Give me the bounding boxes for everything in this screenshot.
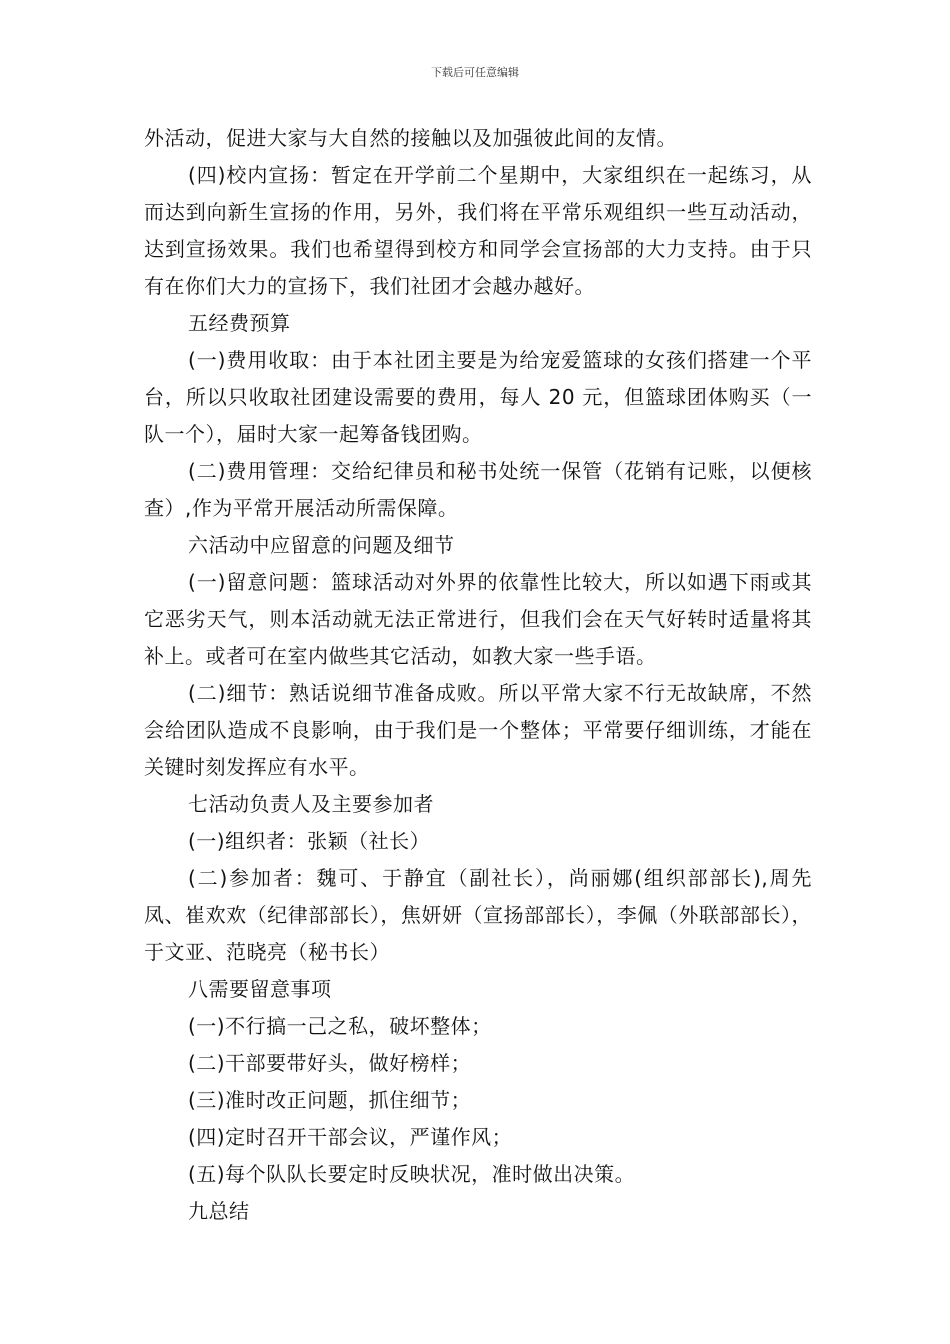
paragraph: 外活动，促进大家与大自然的接触以及加强彼此间的友情。 xyxy=(144,126,677,150)
section-heading: 九总结 xyxy=(188,1199,250,1223)
paragraph: (二)细节：熟话说细节准备成败。所以平常大家不行无故缺席，不然会给团队造成不良影响，由于我们是一个整体；平常要仔细训练，才能在关键时刻发挥应有水平。 xyxy=(144,681,812,779)
paragraph: (一)留意问题：篮球活动对外界的依靠性比较大，所以如遇下雨或其它恶劣天气，则本活动就无法正常进行，但我们会在天气好转时适量将其补上。或者可在室内做些其它活动，如教大家一些手语。 xyxy=(144,570,812,668)
section-heading: 七活动负责人及主要参加者 xyxy=(188,792,434,816)
list-item: (四)定时召开干部会议，严谨作风； xyxy=(188,1125,513,1149)
page-header: 下载后可任意编辑 xyxy=(431,66,519,79)
paragraph: (四)校内宣扬：暂定在开学前二个星期中，大家组织在一起练习，从而达到向新生宣扬的作用，另外，我们将在平常乐观组织一些互动活动，达到宣扬效果。我们也希望得到校方和同学会宣扬部的大力支持。由于只有在你们大力的宣扬下，我们社团才会越办越好。 xyxy=(144,163,812,298)
list-item: (三)准时改正问题，抓住细节； xyxy=(188,1088,472,1112)
section-heading: 八需要留意事项 xyxy=(188,977,332,1001)
paragraph: (一)组织者：张颖（社长） xyxy=(188,829,431,853)
section-heading: 五经费预算 xyxy=(188,311,291,335)
list-item: (二)干部要带好头，做好榜样； xyxy=(188,1051,472,1075)
paragraph: (二)参加者：魏可、于静宜（副社长），尚丽娜(组织部部长),周先凤、崔欢欢（纪律部部长），焦妍妍（宣扬部部长），李佩（外联部部长），于文亚、范晓亮（秘书长） xyxy=(144,866,812,964)
list-item: (五)每个队队长要定时反映状况，准时做出决策。 xyxy=(188,1162,636,1186)
list-item: (一)不行搞一己之私，破坏整体； xyxy=(188,1014,492,1038)
paragraph: (二)费用管理：交给纪律员和秘书处统一保管（花销有记账，以便核查）,作为平常开展活动所需保障。 xyxy=(144,459,812,520)
section-heading: 六活动中应留意的问题及细节 xyxy=(188,533,455,557)
document-body xyxy=(144,120,812,1230)
paragraph: (一)费用收取：由于本社团主要是为给宠爱篮球的女孩们搭建一个平台，所以只收取社团建设需要的费用，每人 20 元，但篮球团体购买（一队一个），届时大家一起筹备钱团购。 xyxy=(144,348,812,446)
